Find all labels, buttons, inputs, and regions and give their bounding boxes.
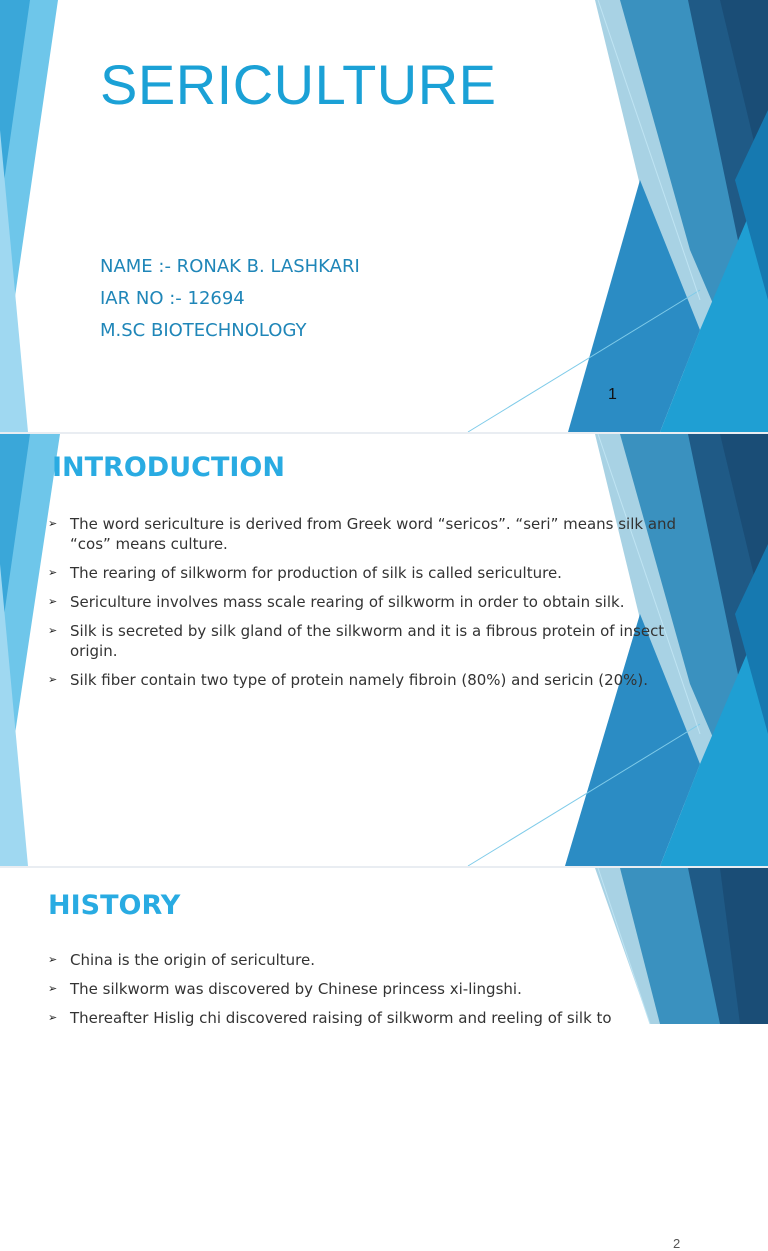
list-item [48, 514, 688, 554]
slide-1 [0, 0, 768, 432]
list-item [48, 1008, 668, 1028]
bullet-arrow-icon: ➢ [48, 566, 58, 579]
bullet-arrow-icon: ➢ [48, 953, 58, 966]
bullet-text: Sericulture involves mass scale rearing of silkworm in order to obtain silk. [70, 593, 625, 611]
section-heading: INTRODUCTION [52, 452, 285, 483]
bullet-arrow-icon: ➢ [48, 982, 58, 995]
bullet-text: The silkworm was discovered by Chinese princess xi-lingshi. [70, 980, 522, 998]
slide-3 [0, 868, 768, 1027]
bullet-text: The rearing of silkworm for production of silk is called sericulture. [70, 564, 562, 582]
bullet-text: The word sericulture is derived from Greek word “sericos”. “seri” means silk and “cos” means culture. [70, 515, 677, 553]
bullet-arrow-icon: ➢ [48, 1011, 58, 1024]
bullet-arrow-icon: ➢ [48, 624, 58, 637]
section-heading: HISTORY [48, 890, 181, 921]
bullet-text: Silk fiber contain two type of protein namely fibroin (80%) and sericin (20%). [70, 671, 649, 689]
list-item [48, 670, 688, 690]
list-item [48, 950, 668, 970]
list-item [48, 592, 688, 612]
page-number: 2 [673, 1236, 681, 1251]
list-item [48, 563, 688, 583]
bullet-list [48, 950, 668, 1037]
bullet-arrow-icon: ➢ [48, 673, 58, 686]
bullet-arrow-icon: ➢ [48, 595, 58, 608]
bullet-arrow-icon: ➢ [48, 517, 58, 530]
list-item [48, 979, 668, 999]
page-number: 1 [608, 386, 617, 403]
slide-title: SERICULTURE [100, 53, 497, 116]
list-item [48, 621, 688, 661]
iar-number: IAR NO :- 12694 [100, 288, 245, 309]
bullet-list [48, 514, 688, 699]
bullet-text: China is the origin of sericulture. [70, 951, 315, 969]
student-name: NAME :- RONAK B. LASHKARI [100, 256, 360, 277]
bullet-text: Silk is secreted by silk gland of the silkworm and it is a fibrous protein of insect origin. [70, 622, 665, 660]
bullet-text: Thereafter Hislig chi discovered raising of silkworm and reeling of silk to [70, 1009, 612, 1027]
course-name: M.SC BIOTECHNOLOGY [100, 320, 307, 341]
